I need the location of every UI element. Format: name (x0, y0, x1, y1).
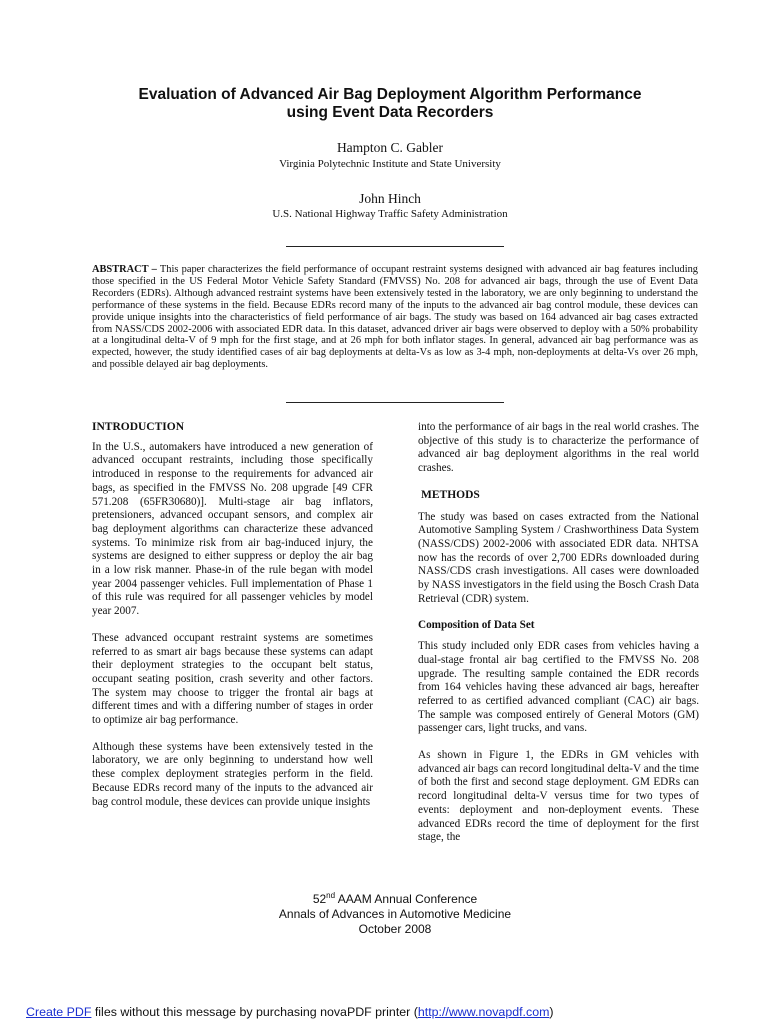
intro-continuation: into the performance of air bags in the real world crashes. The objective of this study is to characterize the performance of advanced air bag deployment algorithms in the real world crashes. (418, 421, 699, 475)
column-left (92, 421, 373, 822)
introduction-heading: INTRODUCTION (92, 421, 185, 433)
footer-number: 52 (312, 892, 327, 906)
footer-ordinal: nd (326, 891, 336, 900)
dataset-paragraph-1: This study included only EDR cases from vehicles having a dual-stage frontal air bag certified to the FMVSS No. 208 upgrade. The resulting sample contained the EDR records from 164 vehicles having these advanced air bags, hereafter referred to as certified advanced compliant (CAC) air bags. The sample was composed entirely of General Motors (GM) passenger cars, light trucks, and vans. (418, 640, 699, 735)
abstract (92, 264, 698, 371)
divider-bottom (286, 402, 504, 403)
dataset-paragraph-2: As shown in Figure 1, the EDRs in GM vehicles with advanced air bags can record longitudinal delta-V and the time of both the first and second stage deployment. GM EDRs can record longitudinal delta-V versus time for two types of events: deployment and non-deployment events. These advanced EDRs record the time of deployment for the first stage, the (418, 749, 699, 844)
footer-line-1 (200, 892, 590, 907)
methods-heading: METHODS (421, 488, 480, 501)
author-name-1: Hampton C. Gabler (336, 140, 444, 155)
footer-line-2: Annals of Advances in Automotive Medicine (278, 907, 512, 921)
conference-footer (200, 892, 590, 937)
novapdf-url-link[interactable]: http://www.novapdf.com (417, 1005, 550, 1019)
column-right (418, 421, 699, 858)
author-affiliation-1: Virginia Polytechnic Institute and State University (279, 158, 501, 170)
footer-line-3: October 2008 (358, 922, 432, 936)
title-line-2: using Event Data Recorders (286, 104, 494, 121)
title-line-1: Evaluation of Advanced Air Bag Deployment Algorithm Performance (138, 86, 642, 103)
intro-paragraph-3: Although these systems have been extensively tested in the laboratory, we are only beginning to understand how well these complex deployment strategies perform in the field. Because EDRs record many of the inputs to the advanced air bag control module, these devices can provide unique insights (92, 740, 373, 808)
divider-top (286, 246, 504, 247)
author-name-2: John Hinch (359, 191, 421, 206)
abstract-label: ABSTRACT – (92, 264, 157, 275)
intro-paragraph-2: These advanced occupant restraint systems are sometimes referred to as smart air bags because these systems can adapt their deployment strategies to the occupant belt status, occupant seating position, crash severity and other factors. The system may choose to trigger the frontal air bags at different times and with a differing number of stages in order to optimize air bag performance. (92, 631, 373, 727)
intro-paragraph-1: In the U.S., automakers have introduced a new generation of advanced occupant restraints, including those specifically introduced in response to the requirements for advanced air bags, as specified in the FMVSS No. 208 upgrade [49 CFR 571.208 (65FR30680)]. Multi-stage air bag inflators, pretensioners, advanced occupant sensors, and complex air bag deployment algorithms can characterize these advanced systems. To minimize risk from air bag-induced injury, the systems are designed to either suppress or deploy the air bag in a low risk manner. Phase-in of the rule began with model year 2004 passenger vehicles. Full implementation of Phase 1 of this rule was required for all passenger vehicles by model year 2007. (92, 440, 373, 618)
paper-title (80, 86, 700, 122)
banner-text-2: ) (549, 1005, 554, 1019)
banner-text-1: files without this message by purchasing novaPDF printer ( (91, 1005, 418, 1019)
abstract-text: This paper characterizes the field performance of occupant restraint systems designed with advanced air bag features including those specified in the US Federal Motor Vehicle Safety Standard (FMVSS) No. 208 for advanced air bags, through the use of Event Data Recorders (EDRs). Although advanced restraint systems have been extensively tested in the laboratory, we are only beginning to understand the performance of these systems in the field. Because EDRs record many of the inputs to the advanced air bag control module, these devices can provide unique insights into the characteristics of field performance of air bags. The study was based on 164 advanced air bag cases extracted from NASS/CDS 2002-2006 with associated EDR data. In this dataset, advanced driver air bags were observed to deploy with a 50% probability at a longitudinal delta-V of 9 mph for the first stage, and at 26 mph for both inflator stages. In general, advanced air bag performance was as expected, however, the study identified cases of air bag deployments at delta-Vs as low as 3-4 mph, non-deployments at delta-Vs over 26 mph, and possible delayed air bag deployments. (92, 264, 698, 371)
author-affiliation-2: U.S. National Highway Traffic Safety Administration (272, 208, 508, 220)
footer-conference: AAAM Annual Conference (335, 892, 478, 906)
dataset-subheading: Composition of Data Set (418, 619, 535, 632)
create-pdf-link[interactable]: Create PDF (26, 1005, 92, 1019)
methods-paragraph: The study was based on cases extracted from the National Automotive Sampling System / Crashworthiness Data System (NASS/CDS) 2002-2006 with associated EDR data. NHTSA now has the records of over 2,700 EDRs downloaded during NASS/CDS crash investigations. All cases were downloaded by NASS investigators in the field using the Bosch Crash Data Retrieval (CDR) system. (418, 510, 699, 605)
novapdf-banner (26, 1005, 742, 1019)
